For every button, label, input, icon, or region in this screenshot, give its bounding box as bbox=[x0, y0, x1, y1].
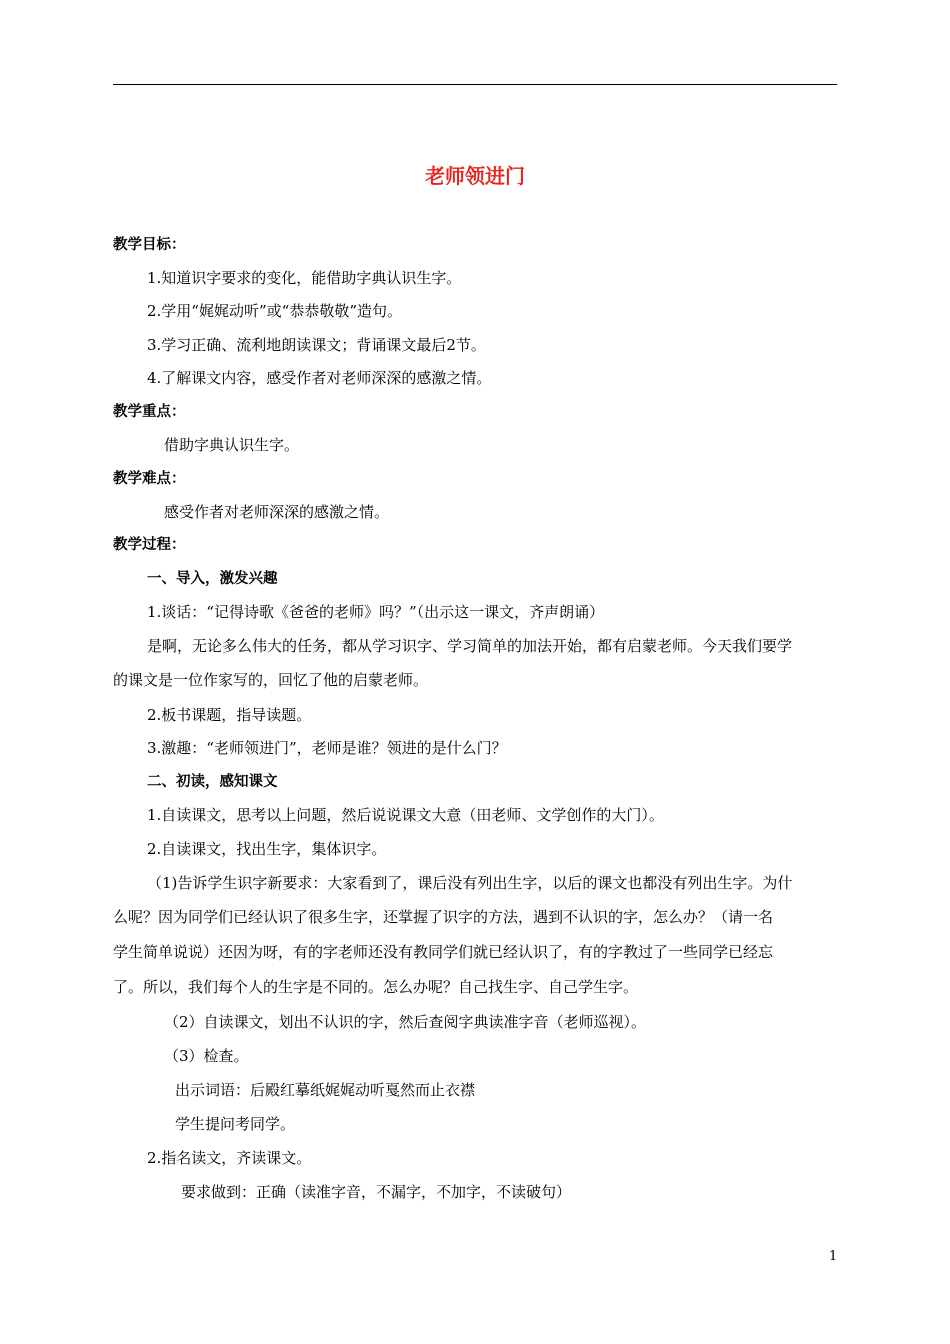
document-title: 老师领进门 bbox=[425, 164, 525, 188]
paragraph-line: 了。所以，我们每个人的生字是不同的。怎么办呢？自己找生字、自己学生字。 bbox=[113, 978, 639, 996]
difficulty-heading: 教学难点： bbox=[113, 471, 186, 487]
paragraph-line: 要求做到：正确（读准字音，不漏字，不加字，不读破句） bbox=[181, 1183, 572, 1201]
paragraph-line: （3）检查。 bbox=[164, 1047, 249, 1065]
focus-text: 借助字典认识生字。 bbox=[164, 436, 300, 454]
page-number: 1 bbox=[829, 1249, 838, 1264]
paragraph-line: 1.谈话：“记得诗歌《爸爸的老师》吗？”（出示这一课文，齐声朗诵） bbox=[147, 603, 605, 621]
goal-item: 1.知道识字要求的变化，能借助字典认识生字。 bbox=[147, 269, 462, 287]
paragraph-line: 2.板书课题，指导读题。 bbox=[147, 706, 312, 724]
goal-item: 3.学习正确、流利地朗读课文；背诵课文最后2节。 bbox=[147, 336, 486, 354]
difficulty-text: 感受作者对老师深深的感激之情。 bbox=[164, 503, 390, 521]
header-rule bbox=[113, 84, 837, 85]
part2-heading: 二、初读，感知课文 bbox=[147, 774, 278, 790]
paragraph-line: （1)告诉学生识字新要求：大家看到了，课后没有列出生字，以后的课文也都没有列出生字。为什 bbox=[147, 874, 793, 892]
paragraph-line: 3.激趣：“老师领进门”，老师是谁？领进的是什么门？ bbox=[147, 739, 507, 757]
paragraph-line: 1.自读课文，思考以上问题，然后说说课文大意（田老师、文学创作的大门）。 bbox=[147, 806, 664, 824]
goal-item: 4.了解课文内容，感受作者对老师深深的感激之情。 bbox=[147, 369, 492, 387]
goal-item: 2.学用“娓娓动听”或“恭恭敬敬”造句。 bbox=[147, 302, 402, 320]
process-heading: 教学过程： bbox=[113, 537, 186, 553]
part1-heading: 一、导入，激发兴趣 bbox=[147, 571, 278, 587]
paragraph-line: 出示词语：后殿红摹纸娓娓动听戛然而止衣襟 bbox=[175, 1081, 476, 1099]
paragraph-line: 2.自读课文，找出生字，集体识字。 bbox=[147, 840, 387, 858]
goals-heading: 教学目标： bbox=[113, 237, 186, 253]
paragraph-line: （2）自读课文，划出不认识的字，然后查阅字典读准字音（老师巡视）。 bbox=[164, 1013, 647, 1031]
paragraph-line: 2.指名读文，齐读课文。 bbox=[147, 1149, 312, 1167]
paragraph-line: 么呢？因为同学们已经认识了很多生字，还掌握了识字的方法，遇到不认识的字，怎么办？（请一名 bbox=[113, 908, 774, 926]
paragraph-line: 学生简单说说）还因为呀，有的字老师还没有教同学们就已经认识了，有的字教过了一些同学已经忘 bbox=[113, 943, 774, 961]
paragraph-line: 是啊，无论多么伟大的任务，都从学习识字、学习简单的加法开始，都有启蒙老师。今天我们要学 bbox=[147, 637, 793, 655]
paragraph-line: 的课文是一位作家写的，回忆了他的启蒙老师。 bbox=[113, 671, 429, 689]
paragraph-line: 学生提问考同学。 bbox=[175, 1115, 296, 1133]
focus-heading: 教学重点： bbox=[113, 404, 186, 420]
